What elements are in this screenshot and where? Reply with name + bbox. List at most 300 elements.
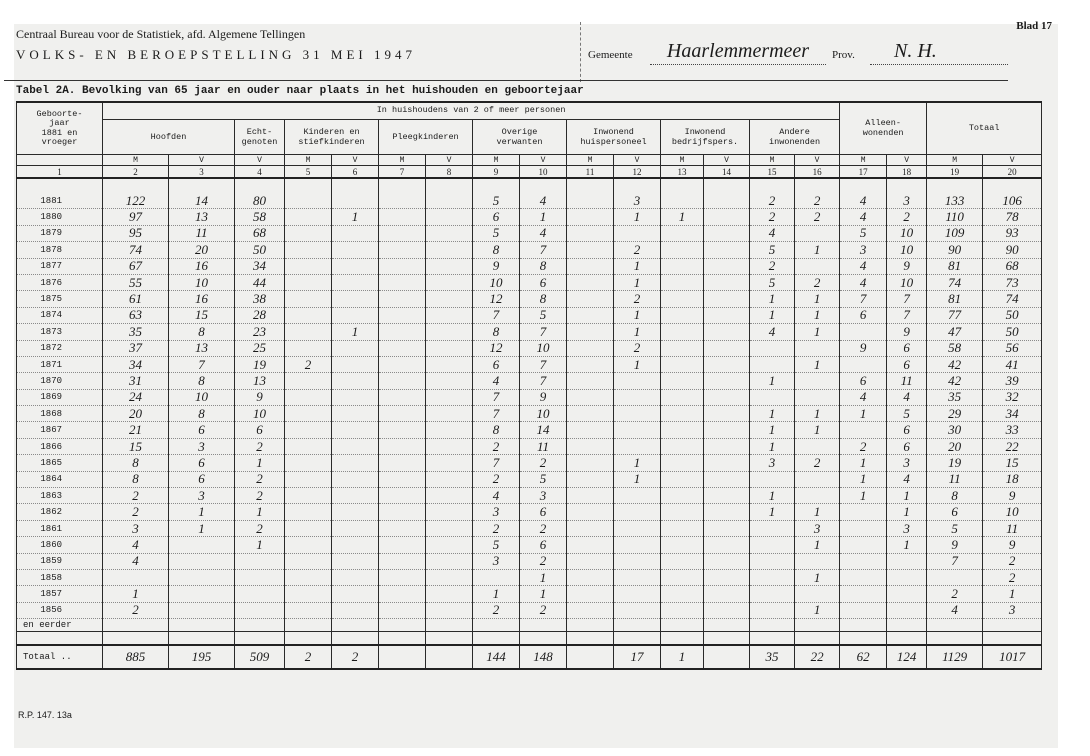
column-number-10: 10 xyxy=(520,166,567,179)
table-cell: 78 xyxy=(983,209,1042,225)
table-cell xyxy=(426,225,473,241)
gemeente-value: Haarlemmermeer xyxy=(666,40,810,62)
table-cell xyxy=(661,406,704,422)
table-cell: 1 xyxy=(332,324,379,340)
table-cell: 1 xyxy=(795,422,840,438)
table-cell: 6 xyxy=(169,455,235,471)
table-cell: 4 xyxy=(750,324,795,340)
table-cell: 2 xyxy=(795,193,840,209)
table-cell xyxy=(332,471,379,487)
table-row xyxy=(17,193,1042,209)
table-cell: 20 xyxy=(103,406,169,422)
table-cell xyxy=(169,553,235,569)
table-cell: 1 xyxy=(750,307,795,323)
table-cell: 11 xyxy=(520,438,567,454)
table-cell: 42 xyxy=(927,356,983,372)
spacer-cell xyxy=(520,178,567,193)
table-cell: 3 xyxy=(887,455,927,471)
table-cell: 1 xyxy=(750,488,795,504)
table-cell xyxy=(614,520,661,536)
table-cell: 1 xyxy=(887,504,927,520)
census-title: VOLKS- EN BEROEPSTELLING 31 MEI 1947 xyxy=(16,47,417,62)
table-cell: 21 xyxy=(103,422,169,438)
table-cell xyxy=(887,569,927,585)
table-cell: 7 xyxy=(887,291,927,307)
table-cell: 90 xyxy=(983,242,1042,258)
table-cell: 3 xyxy=(473,553,520,569)
table-cell: 74 xyxy=(103,242,169,258)
table-cell: 1 xyxy=(614,324,661,340)
table-row xyxy=(17,356,1042,372)
table-row xyxy=(17,258,1042,274)
table-cell: 7 xyxy=(520,242,567,258)
overige-verwanten-label: Overige verwanten xyxy=(496,127,543,147)
table-cell: 8 xyxy=(520,291,567,307)
table-cell: 10 xyxy=(520,340,567,356)
birth-year-cell: 1873 xyxy=(17,324,103,340)
table-cell: 3 xyxy=(169,438,235,454)
table-cell xyxy=(567,537,614,553)
table-cell xyxy=(661,455,704,471)
group-header-echtgenoten xyxy=(235,120,285,155)
table-cell xyxy=(332,307,379,323)
table-cell: 1 xyxy=(795,307,840,323)
table-cell xyxy=(614,422,661,438)
spacer-cell xyxy=(235,632,285,646)
group-header-overige-verwanten xyxy=(473,120,567,155)
sex-header-9: V xyxy=(520,155,567,166)
total-cell: 22 xyxy=(795,645,840,669)
table-cell: 2 xyxy=(473,602,520,618)
spacer-cell xyxy=(103,178,169,193)
sex-header-16: M xyxy=(840,155,887,166)
table-cell: 14 xyxy=(520,422,567,438)
table-cell: 8 xyxy=(473,324,520,340)
column-number-15: 15 xyxy=(750,166,795,179)
table-cell: 3 xyxy=(983,602,1042,618)
total-cell: 509 xyxy=(235,645,285,669)
table-row xyxy=(17,373,1042,389)
spacer-cell xyxy=(887,632,927,646)
birth-year-cell: 1867 xyxy=(17,422,103,438)
form-code: R.P. 147. 13a xyxy=(18,710,72,720)
table-cell: 15 xyxy=(103,438,169,454)
table-cell: 1 xyxy=(795,291,840,307)
table-cell: 13 xyxy=(235,373,285,389)
table-cell xyxy=(661,242,704,258)
total-label: Totaal .. xyxy=(17,645,103,669)
table-cell: 1 xyxy=(750,406,795,422)
table-cell xyxy=(332,291,379,307)
table-cell: 6 xyxy=(520,274,567,290)
table-cell xyxy=(426,340,473,356)
table-cell: 12 xyxy=(473,291,520,307)
total-cell: 1017 xyxy=(983,645,1042,669)
birth-year-cell: 1881 xyxy=(17,193,103,209)
table-cell xyxy=(661,389,704,405)
table-cell xyxy=(473,569,520,585)
table-cell xyxy=(285,307,332,323)
sex-header-18: M xyxy=(927,155,983,166)
birth-year-cell: 1860 xyxy=(17,537,103,553)
column-number-11: 11 xyxy=(567,166,614,179)
table-cell: 2 xyxy=(614,291,661,307)
table-cell xyxy=(704,422,750,438)
column-number-13: 13 xyxy=(661,166,704,179)
table-cell: 1 xyxy=(750,422,795,438)
total-row xyxy=(17,645,1042,669)
table-cell: 9 xyxy=(520,389,567,405)
table-cell: 47 xyxy=(927,324,983,340)
table-cell xyxy=(567,258,614,274)
table-cell xyxy=(614,504,661,520)
table-cell xyxy=(614,537,661,553)
table-cell xyxy=(614,553,661,569)
province-value: N. H. xyxy=(894,40,937,62)
table-cell: 90 xyxy=(927,242,983,258)
table-cell: 4 xyxy=(887,471,927,487)
table-cell xyxy=(661,258,704,274)
table-cell: 11 xyxy=(927,471,983,487)
table-cell xyxy=(426,537,473,553)
table-cell: 1 xyxy=(750,438,795,454)
table-cell: 4 xyxy=(887,389,927,405)
table-cell xyxy=(285,340,332,356)
table-cell xyxy=(567,553,614,569)
table-cell xyxy=(332,274,379,290)
table-cell: 5 xyxy=(750,242,795,258)
total-cell: 1 xyxy=(661,645,704,669)
table-cell: 10 xyxy=(235,406,285,422)
birth-year-cell: 1864 xyxy=(17,471,103,487)
table-cell: 9 xyxy=(887,258,927,274)
birth-year-cell: 1871 xyxy=(17,356,103,372)
table-cell: 10 xyxy=(520,406,567,422)
empty-cell xyxy=(887,619,927,632)
spacer-cell xyxy=(285,632,332,646)
table-cell xyxy=(285,520,332,536)
table-cell xyxy=(379,225,426,241)
table-cell: 10 xyxy=(983,504,1042,520)
table-cell: 5 xyxy=(840,225,887,241)
table-cell xyxy=(614,389,661,405)
table-cell: 109 xyxy=(927,225,983,241)
table-cell: 8 xyxy=(520,258,567,274)
table-cell: 133 xyxy=(927,193,983,209)
table-cell xyxy=(661,291,704,307)
year-subheader-cell xyxy=(17,155,103,166)
table-cell xyxy=(795,553,840,569)
table-cell: 2 xyxy=(285,356,332,372)
table-row xyxy=(17,225,1042,241)
table-cell: 23 xyxy=(235,324,285,340)
table-cell: 5 xyxy=(887,406,927,422)
table-cell: 1 xyxy=(795,324,840,340)
table-cell: 29 xyxy=(927,406,983,422)
spacer-cell xyxy=(887,178,927,193)
table-cell xyxy=(379,242,426,258)
table-cell: 3 xyxy=(103,520,169,536)
table-cell xyxy=(567,406,614,422)
empty-cell xyxy=(661,619,704,632)
table-row xyxy=(17,209,1042,225)
table-cell xyxy=(704,537,750,553)
table-cell xyxy=(235,586,285,602)
total-cell: 35 xyxy=(750,645,795,669)
column-number-3: 3 xyxy=(169,166,235,179)
sex-header-1: M xyxy=(103,155,169,166)
table-cell: 106 xyxy=(983,193,1042,209)
table-row xyxy=(17,389,1042,405)
birth-year-cell: 1861 xyxy=(17,520,103,536)
table-cell xyxy=(840,422,887,438)
sex-header-14: M xyxy=(750,155,795,166)
table-cell: 1 xyxy=(887,488,927,504)
spacer-cell xyxy=(285,178,332,193)
table-row xyxy=(17,602,1042,618)
table-cell xyxy=(614,586,661,602)
table-cell xyxy=(704,438,750,454)
table-cell: 4 xyxy=(750,225,795,241)
table-cell xyxy=(332,602,379,618)
table-cell: 5 xyxy=(520,471,567,487)
table-cell: 1 xyxy=(103,586,169,602)
table-cell xyxy=(567,422,614,438)
en-eerder-row xyxy=(17,619,1042,632)
spacer-cell xyxy=(567,632,614,646)
table-cell: 6 xyxy=(520,537,567,553)
year-column-header: Geboorte- jaar 1881 en vroeger xyxy=(17,102,103,155)
table-cell xyxy=(661,356,704,372)
column-number-18: 18 xyxy=(887,166,927,179)
total-cell xyxy=(567,645,614,669)
spacer-cell xyxy=(614,178,661,193)
table-cell xyxy=(332,406,379,422)
empty-cell xyxy=(473,619,520,632)
table-cell: 97 xyxy=(103,209,169,225)
birth-year-cell: 1875 xyxy=(17,291,103,307)
pleegkinderen-label: Pleegkinderen xyxy=(392,132,459,142)
table-cell xyxy=(285,471,332,487)
table-cell: 7 xyxy=(520,324,567,340)
spacer-cell xyxy=(169,632,235,646)
table-cell: 5 xyxy=(927,520,983,536)
huispersoneel-label: Inwonend huispersoneel xyxy=(580,127,647,147)
table-cell: 1 xyxy=(614,258,661,274)
spacer-cell xyxy=(704,178,750,193)
table-row xyxy=(17,324,1042,340)
alleenwonenden-label: Alleen- wonenden xyxy=(862,118,904,138)
table-cell: 2 xyxy=(614,340,661,356)
empty-cell xyxy=(750,619,795,632)
table-cell xyxy=(795,438,840,454)
table-cell: 5 xyxy=(750,274,795,290)
table-cell: 2 xyxy=(795,455,840,471)
table-cell: 1 xyxy=(169,520,235,536)
table-cell xyxy=(332,340,379,356)
spacer-cell xyxy=(473,632,520,646)
table-cell: 4 xyxy=(520,225,567,241)
table-cell xyxy=(567,520,614,536)
total-cell: 17 xyxy=(614,645,661,669)
table-cell xyxy=(661,193,704,209)
table-cell: 7 xyxy=(840,291,887,307)
table-cell xyxy=(795,488,840,504)
table-cell xyxy=(379,406,426,422)
table-cell: 2 xyxy=(927,586,983,602)
empty-cell xyxy=(169,619,235,632)
column-number-2: 2 xyxy=(103,166,169,179)
table-cell: 6 xyxy=(840,373,887,389)
sex-header-3: V xyxy=(235,155,285,166)
table-cell: 80 xyxy=(235,193,285,209)
spacer-cell xyxy=(927,178,983,193)
en-eerder-label: en eerder xyxy=(17,619,103,632)
table-cell xyxy=(332,356,379,372)
table-cell: 7 xyxy=(927,553,983,569)
table-cell: 93 xyxy=(983,225,1042,241)
organization-line: Centraal Bureau voor de Statistiek, afd. Algemene Tellingen xyxy=(16,27,306,41)
table-cell xyxy=(379,586,426,602)
table-cell xyxy=(379,340,426,356)
table-cell xyxy=(285,406,332,422)
table-cell: 1 xyxy=(840,455,887,471)
table-row xyxy=(17,520,1042,536)
table-cell: 4 xyxy=(840,258,887,274)
table-cell xyxy=(661,537,704,553)
table-cell xyxy=(704,356,750,372)
table-cell xyxy=(426,406,473,422)
table-cell: 63 xyxy=(103,307,169,323)
table-cell: 20 xyxy=(927,438,983,454)
table-cell: 3 xyxy=(520,488,567,504)
table-cell xyxy=(750,471,795,487)
birth-year-cell: 1872 xyxy=(17,340,103,356)
table-cell xyxy=(285,537,332,553)
table-cell xyxy=(704,488,750,504)
table-row xyxy=(17,586,1042,602)
table-cell: 22 xyxy=(983,438,1042,454)
spacer-cell xyxy=(103,632,169,646)
table-cell xyxy=(169,537,235,553)
table-cell: 1 xyxy=(795,537,840,553)
total-cell: 2 xyxy=(285,645,332,669)
birth-year-cell: 1858 xyxy=(17,569,103,585)
table-cell xyxy=(379,553,426,569)
table-cell xyxy=(840,553,887,569)
table-cell: 5 xyxy=(473,193,520,209)
table-cell xyxy=(426,324,473,340)
table-cell xyxy=(661,274,704,290)
table-cell xyxy=(840,324,887,340)
table-cell xyxy=(426,373,473,389)
table-cell xyxy=(332,504,379,520)
table-cell: 8 xyxy=(473,422,520,438)
table-cell: 15 xyxy=(169,307,235,323)
table-cell xyxy=(332,455,379,471)
birth-year-cell: 1876 xyxy=(17,274,103,290)
table-cell: 3 xyxy=(840,242,887,258)
table-cell: 8 xyxy=(473,242,520,258)
table-cell: 4 xyxy=(840,209,887,225)
table-cell xyxy=(426,586,473,602)
column-number-20: 20 xyxy=(983,166,1042,179)
total-cell: 62 xyxy=(840,645,887,669)
table-cell: 6 xyxy=(169,471,235,487)
birth-year-cell: 1879 xyxy=(17,225,103,241)
table-cell: 1 xyxy=(614,455,661,471)
spacer-row xyxy=(17,632,1042,646)
table-cell xyxy=(285,553,332,569)
table-cell xyxy=(661,569,704,585)
empty-cell xyxy=(426,619,473,632)
table-cell xyxy=(795,340,840,356)
spacer-cell xyxy=(983,632,1042,646)
table-cell: 4 xyxy=(840,389,887,405)
spacer-cell xyxy=(983,178,1042,193)
table-cell: 2 xyxy=(750,258,795,274)
andere-inwonenden-label: Andere inwonenden xyxy=(769,127,821,147)
table-cell: 1 xyxy=(795,406,840,422)
birth-year-cell: 1862 xyxy=(17,504,103,520)
table-cell: 2 xyxy=(795,274,840,290)
table-cell: 4 xyxy=(103,537,169,553)
table-cell: 8 xyxy=(169,406,235,422)
table-cell: 34 xyxy=(235,258,285,274)
table-cell: 8 xyxy=(169,373,235,389)
table-cell: 35 xyxy=(927,389,983,405)
table-cell: 9 xyxy=(983,488,1042,504)
table-row xyxy=(17,488,1042,504)
table-cell xyxy=(750,569,795,585)
table-cell xyxy=(285,242,332,258)
table-cell xyxy=(704,602,750,618)
table-cell: 1 xyxy=(887,537,927,553)
table-cell xyxy=(379,569,426,585)
table-row xyxy=(17,504,1042,520)
table-cell xyxy=(704,291,750,307)
table-cell xyxy=(332,553,379,569)
table-cell xyxy=(332,193,379,209)
table-cell: 38 xyxy=(235,291,285,307)
table-cell: 6 xyxy=(840,307,887,323)
sex-header-6: M xyxy=(379,155,426,166)
table-cell: 2 xyxy=(520,455,567,471)
table-cell: 3 xyxy=(169,488,235,504)
table-cell xyxy=(927,569,983,585)
table-cell xyxy=(704,569,750,585)
table-cell xyxy=(887,586,927,602)
table-cell: 1 xyxy=(614,471,661,487)
sex-header-8: M xyxy=(473,155,520,166)
table-cell: 14 xyxy=(169,193,235,209)
sex-header-7: V xyxy=(426,155,473,166)
table-cell xyxy=(332,389,379,405)
table-cell xyxy=(795,258,840,274)
column-number-row xyxy=(17,166,1042,179)
table-cell: 10 xyxy=(473,274,520,290)
spacer-cell xyxy=(332,178,379,193)
table-cell: 50 xyxy=(235,242,285,258)
table-cell xyxy=(379,389,426,405)
table-cell xyxy=(426,274,473,290)
table-cell: 6 xyxy=(887,356,927,372)
total-cell: 195 xyxy=(169,645,235,669)
table-cell xyxy=(285,324,332,340)
table-cell xyxy=(567,569,614,585)
table-cell xyxy=(332,258,379,274)
table-cell: 1 xyxy=(332,209,379,225)
